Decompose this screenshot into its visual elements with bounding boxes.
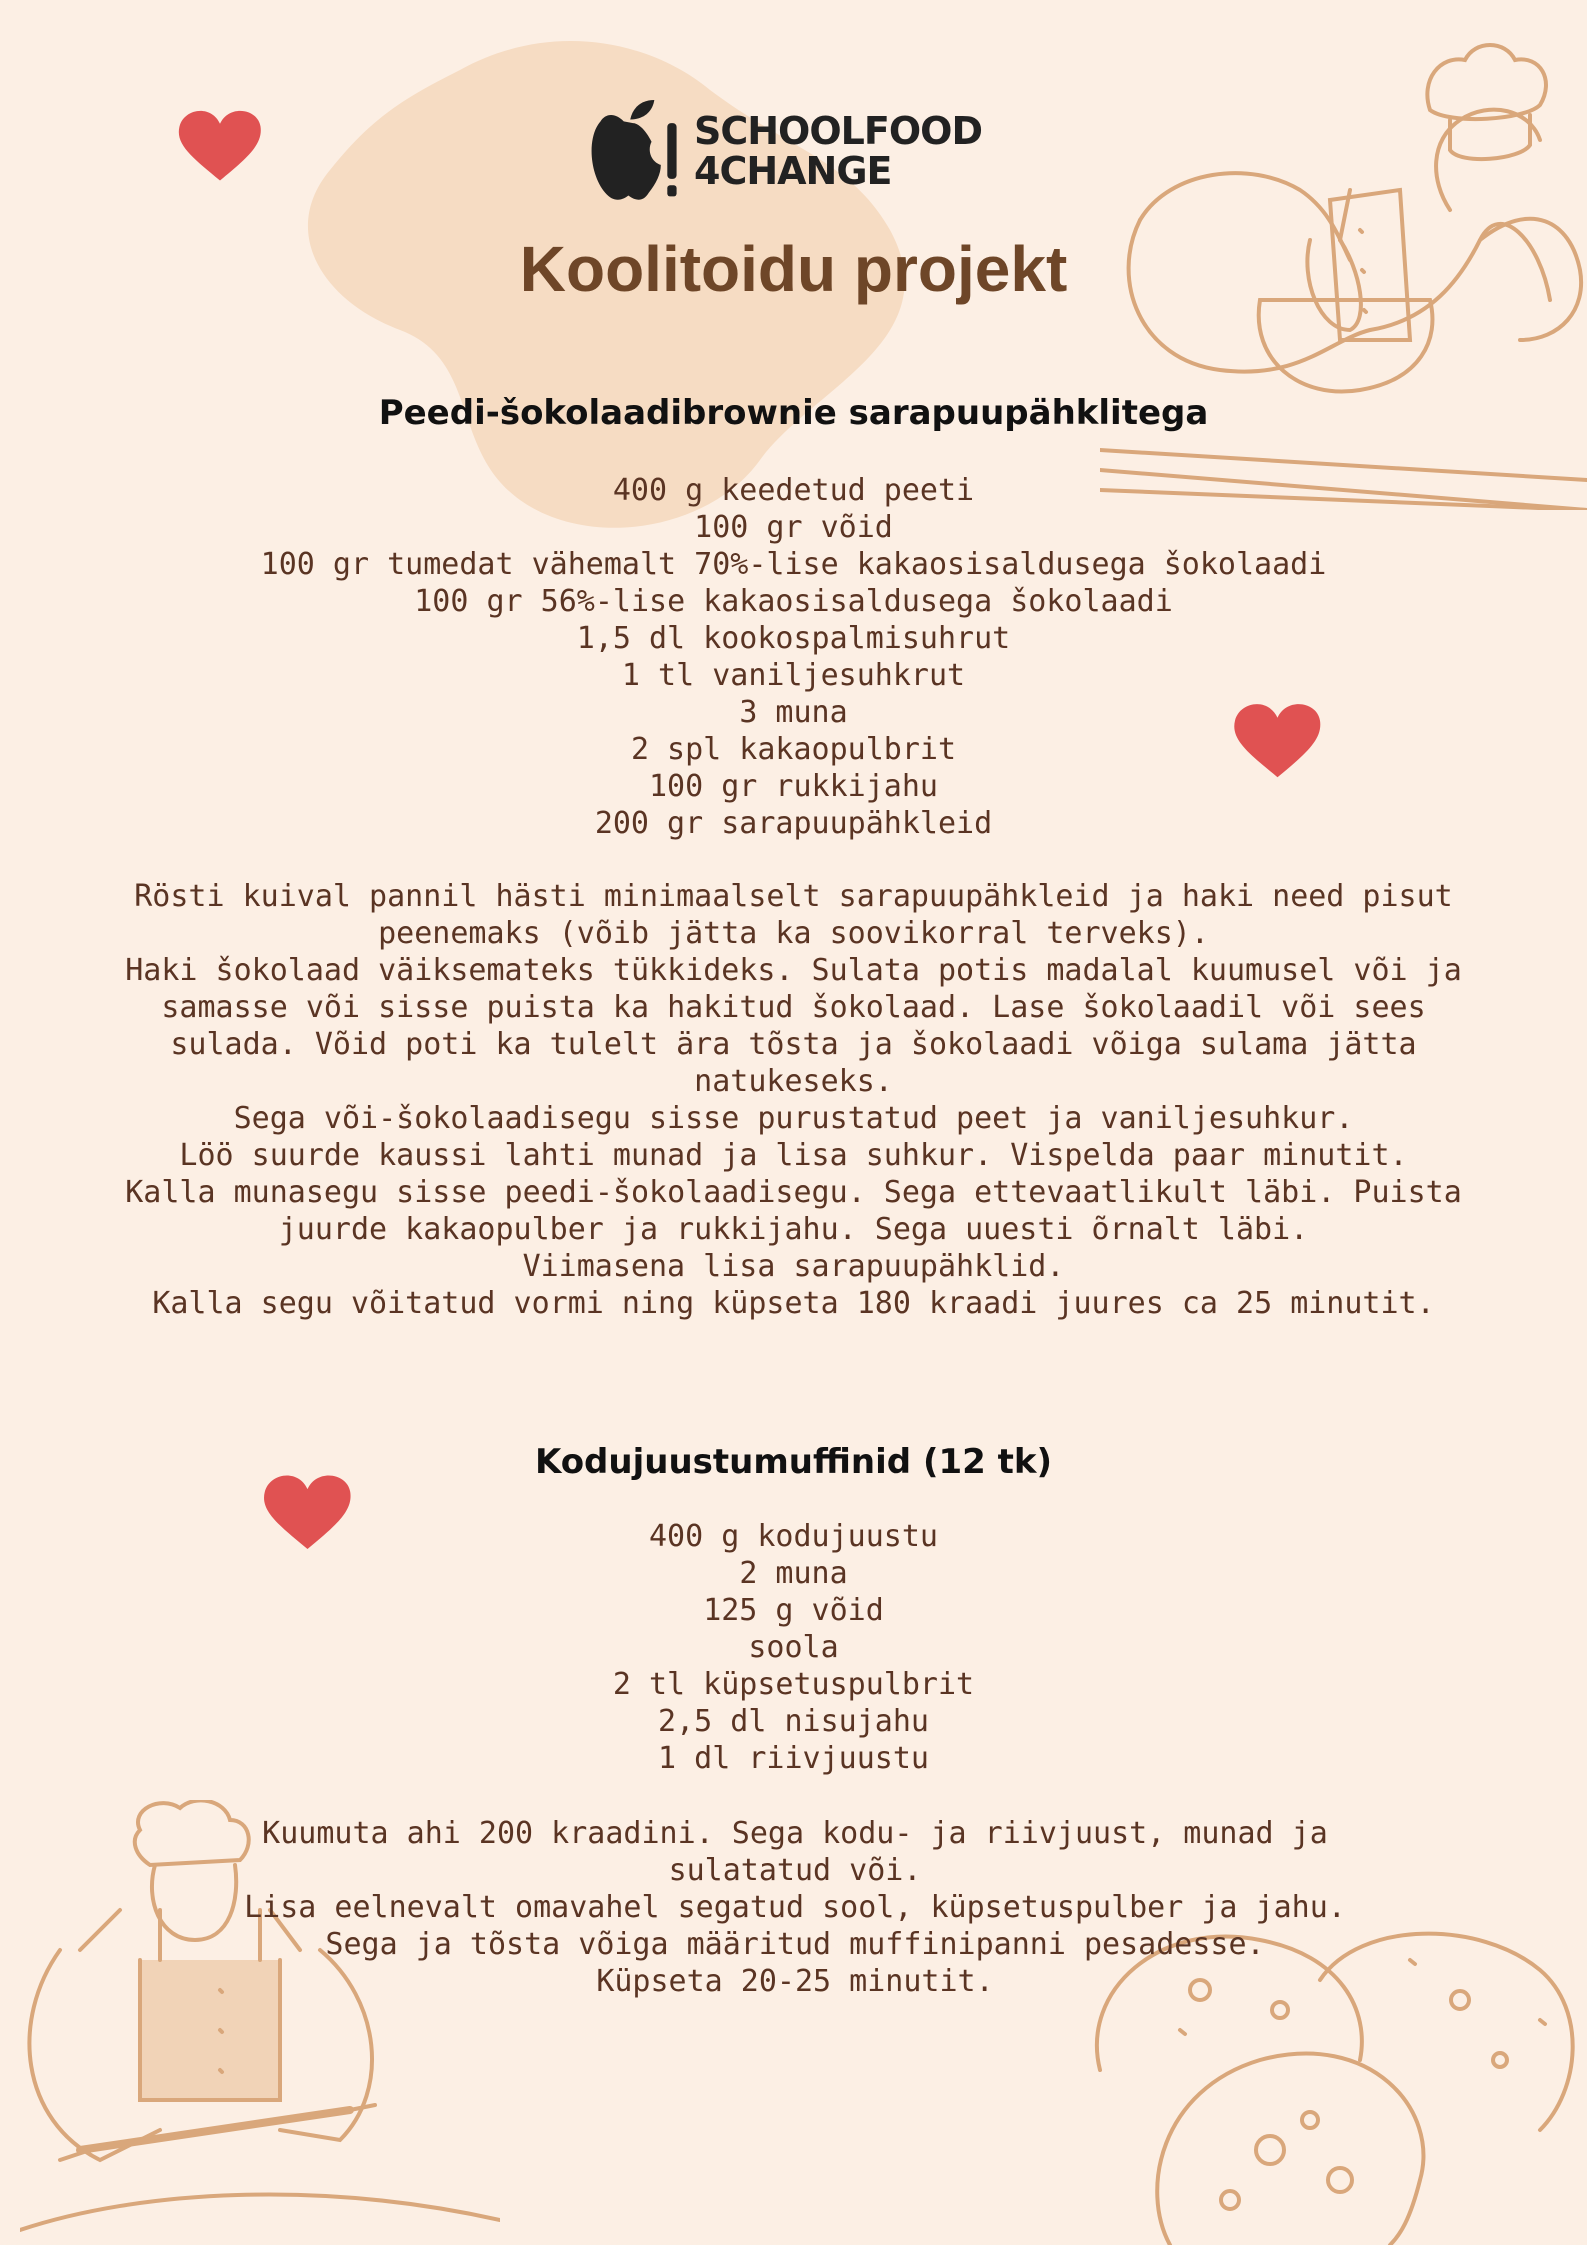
- step-text: Kalla segu võitatud vormi ning küpseta 180 kraadi juures ca 25 minutit.: [152, 1286, 1435, 1321]
- ingredient-item: 2 muna: [739, 1556, 848, 1591]
- step-text: Haki šokolaad väiksemateks tükkideks. Sulata potis madalal kuumusel või ja samasse või sisse puista ka hakitud šokolaad. Lase šokolaadil või sees sulada. Võid poti ka tulelt ära tõsta ja šokolaadi võiga sulama jätta natukeseks.: [125, 953, 1462, 1099]
- step-text: Löö suurde kaussi lahti munad ja lisa suhkur. Vispelda paar minutit.: [179, 1138, 1408, 1173]
- recipe-2-ingredients: [0, 1518, 1587, 1777]
- ingredient-item: 100 gr tumedat vähemalt 70%-lise kakaosisaldusega šokolaadi: [260, 547, 1327, 582]
- step-text: Kalla munasegu sisse peedi-šokolaadisegu. Sega ettevaatlikult läbi. Puista juurde kakaopulber ja rukkijahu. Sega uuesti õrnalt läbi.: [125, 1175, 1462, 1247]
- recipe-1-steps: [110, 878, 1477, 1322]
- ingredient-item: 100 gr võid: [694, 510, 893, 545]
- step-text: Sega või-šokolaadisegu sisse purustatud peet ja vaniljesuhkur.: [233, 1101, 1354, 1136]
- step-text: Rösti kuival pannil hästi minimaalselt sarapuupähkleid ja haki need pisut peenemaks (võib jätta ka soovikorral terveks).: [134, 879, 1453, 951]
- recipe-2-steps: [240, 1815, 1350, 2000]
- heart-icon: [175, 102, 265, 187]
- ingredient-item: 125 g võid: [703, 1593, 884, 1628]
- logo-line-2: 4CHANGE: [694, 148, 892, 193]
- schoolfood-logo: [582, 88, 982, 213]
- logo-line-1: SCHOOLFOOD: [694, 108, 982, 153]
- recipe-2-title: Kodujuustumuffinid (12 tk): [534, 1442, 1053, 1482]
- ingredient-item: 100 gr rukkijahu: [649, 769, 938, 804]
- ingredient-item: 400 g keedetud peeti: [612, 473, 975, 508]
- ingredient-item: 200 gr sarapuupähkleid: [594, 806, 993, 841]
- apple-icon: [582, 91, 684, 211]
- step-text: Küpseta 20-25 minutit.: [596, 1964, 994, 1999]
- ingredient-item: soola: [748, 1630, 839, 1665]
- ingredient-item: 2,5 dl nisujahu: [658, 1704, 929, 1739]
- step-text: Lisa eelnevalt omavahel segatud sool, küpsetuspulber ja jahu.: [244, 1890, 1346, 1925]
- ingredient-item: 400 g kodujuustu: [649, 1519, 938, 1554]
- ingredient-item: 2 tl küpsetuspulbrit: [612, 1667, 975, 1702]
- step-text: Kuumuta ahi 200 kraadini. Sega kodu- ja riivjuust, munad ja sulatatud või.: [262, 1816, 1328, 1888]
- step-text: Sega ja tõsta võiga määritud muffinipanni pesadesse.: [325, 1927, 1265, 1962]
- ingredient-item: 1,5 dl kookospalmisuhrut: [576, 621, 1011, 656]
- ingredient-item: 3 muna: [739, 695, 848, 730]
- ingredient-item: 2 spl kakaopulbrit: [630, 732, 957, 767]
- recipe-1-title: Peedi-šokolaadibrownie sarapuupähklitega: [378, 393, 1209, 433]
- ingredient-item: 100 gr 56%-lise kakaosisaldusega šokolaadi: [414, 584, 1173, 619]
- document-title: Koolitoidu projekt: [519, 233, 1068, 305]
- ingredient-item: 1 tl vaniljesuhkrut: [621, 658, 966, 693]
- recipe-1-ingredients: [0, 472, 1587, 842]
- step-text: Viimasena lisa sarapuupähklid.: [522, 1249, 1065, 1284]
- ingredient-item: 1 dl riivjuustu: [658, 1741, 929, 1776]
